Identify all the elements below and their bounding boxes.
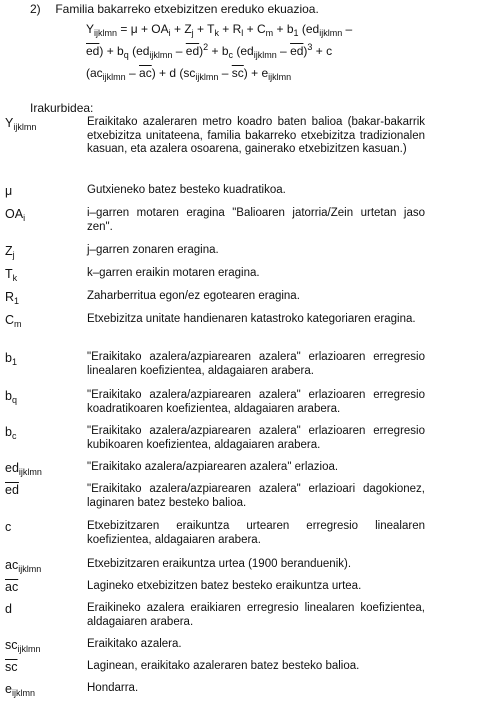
section-heading [30, 2, 319, 16]
term-description: "Eraikitako azalera/azpiarearen azalera" erlazioaren erregresio linealaren koefizientea, aldagaiaren arabera. [87, 351, 425, 377]
term-description: Eraikitako azaleraren metro koadro baten balioa (bakar-bakarrik etxebizitza unitateena, familia bakarreko etxebizitza tradizionalen kasuan, eta azalera osoarena, gainerako etxebizitzen kasuan.) [87, 116, 425, 155]
term-symbol: $OA_i$ [5, 207, 26, 223]
equation-line-3: $(ac_{ijklmn} - \overline{ac}) + d$ $(sc_{ijklmn} - \overline{sc}) + e_{ijklmn}$ [86, 66, 292, 82]
term-description: "Eraikitako azalera/azpiarearen azalera" erlazioa. [87, 461, 339, 473]
term-description: i–garren motaren eragina "Balioaren jatorria/Zein urtetan jaso zen". [87, 207, 425, 233]
section-title: Familia bakarreko etxebizitzen ereduko ekuazioa. [55, 2, 319, 16]
term-description: k–garren eraikin motaren eragina. [87, 267, 260, 279]
term-description: Eraikitako azalera. [87, 638, 182, 650]
term-description: Gutxieneko batez besteko kuadratikoa. [87, 184, 286, 196]
term-symbol: $R_1$ [5, 290, 20, 306]
term-symbol: $b_1$ [5, 351, 17, 367]
term-symbol: $ac_{ijklmn}$ [5, 558, 42, 574]
term-symbol: $ed_{ijklmn}$ [5, 461, 42, 477]
term-symbol: $\overline{sc}$ [5, 660, 18, 674]
term-symbol: $e_{ijklmn}$ [5, 682, 35, 698]
term-description: "Eraikitako azalera/azpiarearen azalera" erlazioaren erregresio koadratikoaren koefizientea, aldagaiaren arabera. [87, 389, 425, 415]
term-description: Etxebizitzaren eraikuntza urtea (1900 beranduenik). [87, 558, 352, 570]
term-symbol: c [5, 520, 12, 534]
term-description: j–garren zonaren eragina. [87, 244, 219, 256]
term-symbol: $b_c$ [5, 425, 17, 441]
term-symbol: d [5, 602, 12, 616]
term-symbol: $Y_{ijklmn}$ [5, 116, 37, 132]
section-number: 2) [30, 2, 41, 16]
term-description: Hondarra. [87, 682, 139, 694]
term-description: Eraikineko azalera eraikiaren erregresio linealaren koefizientea, aldagaiaren arabera. [87, 602, 425, 628]
legend-title: Irakurbidea: [30, 101, 94, 115]
term-symbol: $T_k$ [5, 267, 18, 283]
term-symbol: $Z_j$ [5, 244, 15, 260]
term-symbol: μ [5, 184, 13, 198]
term-description: Lagineko etxebizitzen batez besteko eraikuntza urtea. [87, 580, 362, 592]
term-description: Etxebizitzaren eraikuntza urtearen erregresio linealaren koefizientea, aldagaiaren arabera. [87, 520, 425, 546]
term-description: "Eraikitako azalera/azpiarearen azalera" erlazioaren erregresio kubikoaren koefizientea, aldagaiaren arabera. [87, 425, 425, 451]
equation-line-1: $Y_{ijklmn} = \mu + OA_i + Z_j + T_k + R_l + C_m + b_1$ ($ed_{ijklmn}$ – [86, 22, 353, 38]
term-symbol: $\overline{ac}$ [5, 580, 19, 594]
term-symbol: $b_q$ [5, 389, 17, 405]
term-description: "Eraikitako azalera/azpiarearen azalera" erlazioari dagokionez, laginaren batez besteko balioa. [87, 483, 425, 509]
term-description: Etxebizitza unitate handienaren katastroko kategoriaren eragina. [87, 313, 416, 325]
term-description: Laginean, eraikitako azaleraren batez besteko balioa. [87, 660, 360, 672]
term-symbol: $sc_{ijklmn}$ [5, 638, 41, 654]
term-symbol: $C_m$ [5, 313, 22, 329]
equation-line-2: $\overline{ed}) + b_q$ $(ed_{ijklmn} - \overline{ed})^2 + b_c$ $(ed_{ijklmn} - \overline{ed})^3 + c$ [86, 42, 333, 60]
term-symbol: $\overline{ed}$ [5, 483, 19, 497]
term-description: Zaharberritua egon/ez egotearen eragina. [87, 290, 300, 302]
